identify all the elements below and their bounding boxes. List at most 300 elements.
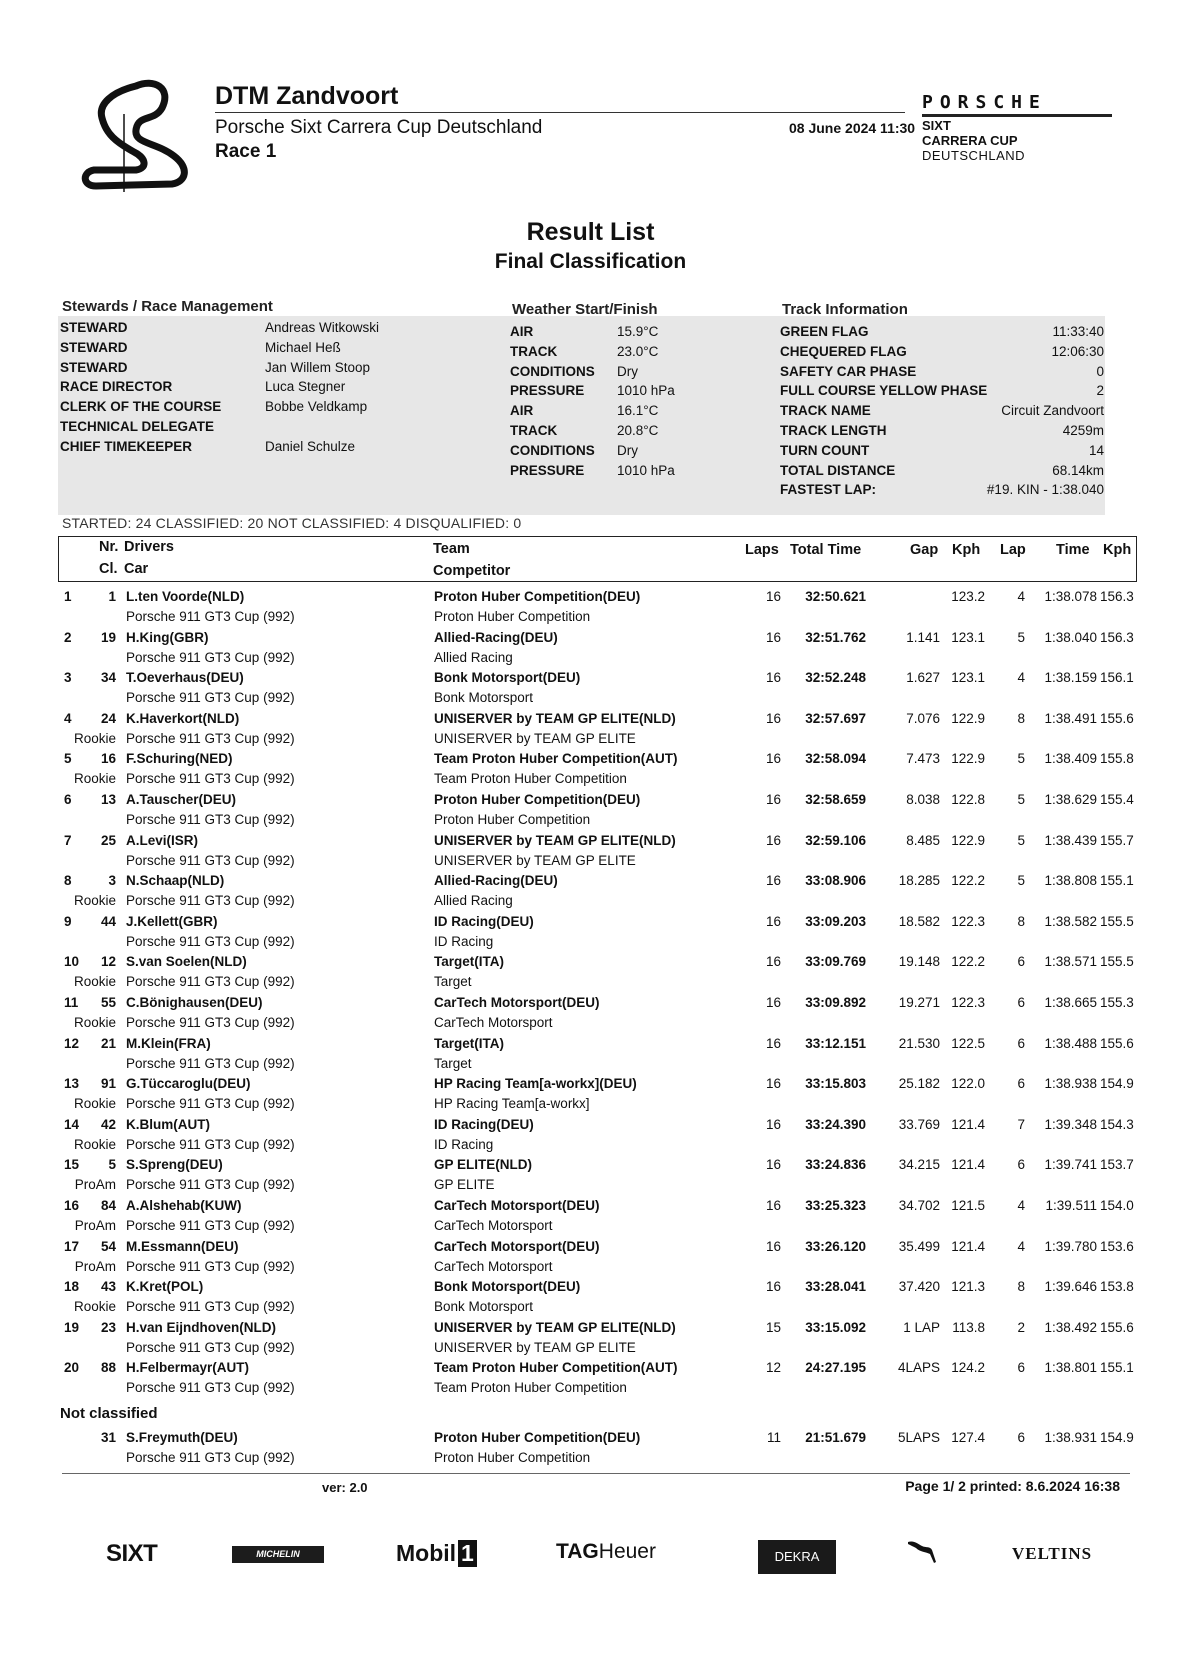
best-lap-number: 6 [1017,995,1025,1010]
car-number: 34 [100,670,116,686]
car-model: Porsche 911 GT3 Cup (992) [126,1055,295,1071]
heuer-text: Heuer [598,1540,656,1563]
gap: 35.499 [898,1238,940,1254]
dekra-logo: DEKRA [758,1540,836,1574]
team-name: Bonk Motorsport(DEU) [434,1279,581,1295]
driver-name: M.Klein(FRA) [126,1035,211,1051]
car-model: Porsche 911 GT3 Cup (992) [126,1096,295,1112]
weather-value: Dry [617,442,638,458]
team-name: Target(ITA) [434,1035,504,1051]
best-lap-kph: 154.3 [1100,1116,1134,1132]
best-lap-time: 1:39.741 [1044,1157,1097,1173]
weather-label: CONDITIONS [510,363,595,379]
competitor-name: HP Racing Team[a-workx] [434,1096,590,1112]
car-number: 44 [100,913,116,929]
average-kph: 123.1 [951,629,985,645]
best-lap-kph: 156.3 [1100,589,1134,604]
best-lap-number: 5 [1017,873,1025,889]
col-car: Car [124,561,149,577]
laps: 11 [766,1430,781,1445]
team-name: HP Racing Team[a-workx](DEU) [434,1076,637,1092]
weather-value: 20.8°C [617,423,659,438]
gap: 18.582 [898,913,940,929]
driver-class: Rookie [73,1096,116,1112]
competitor-name: GP ELITE [434,1177,495,1193]
car-model: Porsche 911 GT3 Cup (992) [126,649,295,665]
steward-value: Michael Heß [265,339,341,355]
competitor-name: CarTech Motorsport [434,1015,553,1030]
team-name: Team Proton Huber Competition(AUT) [434,1360,678,1376]
col-kph: Kph [952,542,981,558]
driver-name: F.Schuring(NED) [126,751,233,767]
best-lap-time: 1:38.665 [1044,995,1097,1010]
best-lap-time: 1:38.629 [1044,792,1097,807]
car-model: Porsche 911 GT3 Cup (992) [126,1177,295,1193]
position: 19 [64,1319,80,1335]
car-number: 43 [100,1279,116,1295]
mobil-text: Mobil [396,1540,457,1566]
car-number: 21 [100,1035,116,1051]
gap: 21.530 [898,1035,940,1051]
competitor-name: Bonk Motorsport [434,690,534,706]
total-time: 33:09.203 [805,913,866,929]
steward-value: Bobbe Veldkamp [265,399,368,415]
best-lap-kph: 155.3 [1100,995,1134,1010]
best-lap-number: 8 [1017,710,1025,726]
laps: 16 [765,589,781,604]
best-lap-number: 6 [1017,954,1025,970]
driver-name: S.Freymuth(DEU) [126,1430,238,1445]
competitor-name: Bonk Motorsport [434,1299,534,1315]
weather-label: CONDITIONS [510,442,595,458]
team-name: Target(ITA) [434,954,504,970]
driver-name: A.Tauscher(DEU) [126,792,237,807]
team-name: UNISERVER by TEAM GP ELITE(NLD) [434,1319,676,1335]
classification-summary: STARTED: 24 CLASSIFIED: 20 NOT CLASSIFIED: 4 DISQUALIFIED: 0 [62,515,522,531]
total-time: 33:09.769 [805,954,866,970]
best-lap-number: 6 [1017,1430,1025,1445]
car-model: Porsche 911 GT3 Cup (992) [126,1136,295,1152]
team-name: Bonk Motorsport(DEU) [434,670,581,686]
weather-label: PRESSURE [510,462,585,478]
best-lap-time: 1:38.159 [1044,670,1097,686]
gap: 19.271 [898,995,940,1010]
best-lap-number: 6 [1017,1035,1025,1051]
driver-name: L.ten Voorde(NLD) [126,589,245,604]
total-time: 33:12.151 [805,1035,866,1051]
best-lap-number: 5 [1017,792,1025,807]
best-lap-time: 1:38.931 [1044,1430,1097,1445]
car-model: Porsche 911 GT3 Cup (992) [126,812,295,827]
competitor-name: Proton Huber Competition [434,1450,591,1465]
best-lap-number: 5 [1017,629,1025,645]
position: 18 [64,1279,80,1295]
laps: 16 [765,1157,781,1173]
total-time: 32:58.659 [805,792,866,807]
car-model: Porsche 911 GT3 Cup (992) [126,893,295,909]
position: 7 [64,832,72,848]
driver-name: N.Schaap(NLD) [126,873,225,889]
steward-value: Jan Willem Stoop [265,359,371,375]
steward-label: CHIEF TIMEKEEPER [60,438,193,454]
car-number: 54 [100,1238,116,1254]
car-model: Porsche 911 GT3 Cup (992) [126,609,295,624]
gap: 25.182 [898,1076,940,1092]
laps: 15 [765,1319,781,1335]
team-name: Proton Huber Competition(DEU) [434,792,641,807]
car-number: 3 [108,873,116,889]
track-info-value: 0 [1096,363,1104,379]
porsche-logo: PORSCHE [922,92,1047,113]
col-cl: Cl. [99,561,118,577]
track-info-label: TRACK LENGTH [780,423,887,438]
col-gap: Gap [910,542,939,558]
competitor-name: Allied Racing [434,649,513,665]
driver-name: S.van Soelen(NLD) [126,954,247,970]
best-lap-number: 5 [1017,751,1025,767]
sixt-logo: SIXT [106,1540,158,1567]
mobil1-logo [396,1540,477,1567]
car-model: Porsche 911 GT3 Cup (992) [126,1450,295,1465]
col-time: Time [1056,542,1090,558]
weather-value: 1010 hPa [617,383,675,399]
col-competitor: Competitor [433,563,511,579]
best-lap-kph: 155.6 [1100,1035,1134,1051]
steward-label: STEWARD [60,339,128,355]
average-kph: 127.4 [951,1430,985,1445]
best-lap-kph: 155.7 [1100,832,1134,848]
track-info-value: 11:33:40 [1052,324,1104,339]
track-info-label: TRACK NAME [780,403,871,419]
weather-label: AIR [510,324,534,339]
track-info-value: 68.14km [1052,462,1104,478]
position: 20 [64,1360,80,1376]
car-number: 25 [100,832,116,848]
competitor-name: Proton Huber Competition [434,609,591,624]
best-lap-kph: 156.3 [1100,629,1134,645]
position: 1 [64,589,72,604]
total-time: 33:24.836 [805,1157,866,1173]
best-lap-kph: 156.1 [1100,670,1134,686]
race-name: Race 1 [215,141,277,162]
best-lap-kph: 155.6 [1100,710,1134,726]
car-model: Porsche 911 GT3 Cup (992) [126,1339,295,1355]
competitor-name: Allied Racing [434,893,513,909]
car-number: 42 [100,1116,116,1132]
best-lap-number: 5 [1017,832,1025,848]
driver-name: C.Bönighausen(DEU) [126,995,263,1010]
title-divider [215,112,905,113]
position: 14 [64,1116,80,1132]
best-lap-kph: 155.6 [1100,1319,1134,1335]
car-number: 24 [100,710,116,726]
competitor-name: Target [434,974,472,990]
average-kph: 122.2 [951,954,985,970]
gap: 1.141 [906,629,940,645]
gap: 19.148 [898,954,940,970]
position: 15 [64,1157,80,1173]
best-lap-time: 1:38.492 [1044,1319,1097,1335]
steward-value: Daniel Schulze [265,438,356,454]
position: 3 [64,670,72,686]
competitor-name: ID Racing [434,1136,494,1152]
track-info-label: CHEQUERED FLAG [780,343,907,359]
best-lap-time: 1:38.571 [1044,954,1097,970]
driver-class: ProAm [74,1258,116,1274]
gap: 5LAPS [897,1430,940,1445]
document-title: Result List [526,218,655,246]
best-lap-kph: 153.8 [1100,1279,1134,1295]
position: 10 [64,954,80,970]
driver-name: J.Kellett(GBR) [126,913,218,929]
best-lap-number: 6 [1017,1360,1025,1376]
driver-class: Rookie [73,974,116,990]
gap: 8.038 [906,792,940,807]
competitor-name: CarTech Motorsport [434,1218,553,1233]
best-lap-number: 8 [1017,913,1025,929]
driver-name: G.Tüccaroglu(DEU) [126,1076,251,1092]
mobil-one-badge: 1 [458,1540,477,1567]
team-name: GP ELITE(NLD) [434,1157,533,1173]
laps: 16 [765,670,781,686]
total-time: 32:52.248 [805,670,866,686]
tagheuer-logo [556,1540,656,1564]
best-lap-number: 8 [1017,1279,1025,1295]
position: 12 [64,1035,80,1051]
team-name: Team Proton Huber Competition(AUT) [434,751,678,767]
competitor-name: UNISERVER by TEAM GP ELITE [434,1339,636,1355]
col-laps: Laps [745,542,779,558]
best-lap-number: 6 [1017,1076,1025,1092]
total-time: 33:15.092 [805,1319,866,1335]
laps: 16 [765,995,781,1010]
driver-class: Rookie [73,730,116,746]
total-time: 33:26.120 [805,1238,866,1254]
laps: 16 [765,751,781,767]
stewards-heading: Stewards / Race Management [62,298,273,315]
car-model: Porsche 911 GT3 Cup (992) [126,852,295,868]
laps: 16 [765,1076,781,1092]
car-model: Porsche 911 GT3 Cup (992) [126,974,295,990]
car-number: 13 [100,792,116,807]
best-lap-time: 1:38.938 [1044,1076,1097,1092]
porsche-logo-rule [922,114,1112,117]
best-lap-number: 4 [1017,1238,1025,1254]
car-number: 55 [100,995,116,1010]
laps: 16 [765,792,781,807]
total-time: 32:51.762 [805,629,866,645]
best-lap-time: 1:38.488 [1044,1035,1097,1051]
competitor-name: ID Racing [434,933,494,949]
track-info-label: FASTEST LAP: [780,482,877,498]
gap: 37.420 [898,1279,940,1295]
col-drivers: Drivers [124,539,174,555]
laps: 16 [765,832,781,848]
laps: 16 [765,629,781,645]
average-kph: 121.4 [951,1238,985,1254]
team-name: Allied-Racing(DEU) [434,873,558,889]
best-lap-time: 1:39.348 [1044,1116,1097,1132]
average-kph: 113.8 [952,1319,985,1335]
laps: 16 [765,1198,781,1213]
car-number: 19 [100,629,116,645]
average-kph: 122.8 [951,792,985,807]
best-lap-time: 1:39.780 [1044,1238,1097,1254]
best-lap-time: 1:39.646 [1044,1279,1097,1295]
competitor-name: UNISERVER by TEAM GP ELITE [434,852,636,868]
best-lap-time: 1:38.040 [1044,629,1097,645]
track-info-value: #19. KIN - 1:38.040 [986,482,1104,498]
track-info-label: TURN COUNT [780,442,870,458]
gap: 7.473 [906,751,940,767]
steward-value: Andreas Witkowski [265,320,380,335]
car-number: 23 [100,1319,116,1335]
best-lap-kph: 155.1 [1100,1360,1134,1376]
laps: 16 [765,1116,781,1132]
position: 5 [64,751,72,767]
driver-class: Rookie [73,1015,116,1030]
competitor-name: CarTech Motorsport [434,1258,553,1274]
total-time: 33:09.892 [805,995,866,1010]
col-lap: Lap [1000,542,1026,558]
driver-class: ProAm [74,1177,116,1193]
track-info-value: Circuit Zandvoort [1001,403,1104,419]
best-lap-time: 1:38.439 [1044,832,1097,848]
track-heading: Track Information [782,301,908,318]
position: 9 [64,913,72,929]
gap: 34.215 [898,1157,940,1173]
car-number: 1 [108,589,116,604]
weather-value: 16.1°C [617,403,659,419]
results-table-header [58,536,1137,582]
steward-label: CLERK OF THE COURSE [60,399,222,415]
track-info-value: 2 [1096,383,1104,399]
competitor-name: Proton Huber Competition [434,812,591,827]
best-lap-kph: 155.1 [1100,873,1134,889]
weather-value: 1010 hPa [617,462,675,478]
best-lap-time: 1:38.078 [1044,589,1097,604]
gap: 7.076 [906,710,940,726]
track-info-label: FULL COURSE YELLOW PHASE [780,383,988,399]
team-name: Proton Huber Competition(DEU) [434,589,641,604]
total-time: 21:51.679 [805,1430,866,1445]
team-name: ID Racing(DEU) [434,1116,534,1132]
car-number: 5 [108,1157,116,1173]
average-kph: 122.9 [951,751,985,767]
best-lap-kph: 153.7 [1100,1157,1134,1173]
average-kph: 122.3 [951,995,985,1010]
best-lap-number: 6 [1017,1157,1025,1173]
average-kph: 121.3 [951,1279,985,1295]
competitor-name: UNISERVER by TEAM GP ELITE [434,730,636,746]
best-lap-kph: 153.6 [1100,1238,1134,1254]
best-lap-kph: 154.9 [1100,1430,1134,1445]
competitor-name: Target [434,1055,472,1071]
position: 11 [64,995,79,1010]
average-kph: 123.2 [951,589,985,604]
gap: 4LAPS [897,1360,940,1376]
car-model: Porsche 911 GT3 Cup (992) [126,933,295,949]
car-model: Porsche 911 GT3 Cup (992) [126,1015,295,1030]
average-kph: 121.5 [951,1198,985,1213]
competitor-name: Team Proton Huber Competition [434,771,627,787]
team-name: CarTech Motorsport(DEU) [434,1198,600,1213]
position: 4 [64,710,72,726]
steward-value: Luca Stegner [265,379,346,395]
track-info-label: SAFETY CAR PHASE [780,363,917,379]
gap: 1.627 [906,670,940,686]
total-time: 32:59.106 [805,832,866,848]
gap: 8.485 [906,832,940,848]
average-kph: 122.0 [951,1076,985,1092]
steward-label: RACE DIRECTOR [60,379,173,395]
driver-name: A.Levi(ISR) [126,832,199,848]
driver-name: H.King(GBR) [126,629,209,645]
steward-label: STEWARD [60,359,128,375]
position: 2 [64,629,72,645]
driver-name: K.Kret(POL) [126,1279,204,1295]
car-model: Porsche 911 GT3 Cup (992) [126,771,295,787]
competitor-name: Team Proton Huber Competition [434,1380,627,1396]
series-name: Porsche Sixt Carrera Cup Deutschland [215,117,543,138]
footer-divider [62,1473,1130,1474]
gap: 18.285 [898,873,940,889]
driver-name: K.Blum(AUT) [126,1116,210,1132]
car-model: Porsche 911 GT3 Cup (992) [126,690,295,706]
best-lap-number: 2 [1017,1319,1025,1335]
total-time: 32:58.094 [805,751,866,767]
weather-label: AIR [510,403,534,419]
col-team: Team [433,541,470,557]
col-nr: Nr. [99,539,119,555]
driver-name: M.Essmann(DEU) [126,1238,239,1254]
gap: 33.769 [898,1116,940,1132]
driver-class: Rookie [73,771,116,787]
team-name: CarTech Motorsport(DEU) [434,995,600,1010]
team-name: Allied-Racing(DEU) [434,629,558,645]
average-kph: 121.4 [951,1116,985,1132]
driver-class: Rookie [73,1136,116,1152]
car-number: 16 [100,751,116,767]
car-model: Porsche 911 GT3 Cup (992) [126,730,295,746]
team-name: UNISERVER by TEAM GP ELITE(NLD) [434,710,676,726]
puma-logo-icon [906,1536,940,1566]
car-number: 91 [100,1076,116,1092]
average-kph: 121.4 [951,1157,985,1173]
best-lap-time: 1:38.491 [1044,710,1097,726]
best-lap-kph: 154.0 [1100,1198,1134,1213]
team-name: CarTech Motorsport(DEU) [434,1238,600,1254]
best-lap-time: 1:38.808 [1044,873,1097,889]
laps: 16 [765,1035,781,1051]
best-lap-number: 4 [1017,670,1025,686]
col-total-time: Total Time [790,542,862,558]
total-time: 33:28.041 [805,1279,866,1295]
event-title: DTM Zandvoort [215,82,399,110]
steward-label: STEWARD [60,320,128,335]
best-lap-time: 1:38.409 [1044,751,1097,767]
position: 17 [64,1238,80,1254]
driver-name: H.van Eijndhoven(NLD) [126,1319,277,1335]
col-kph-best: Kph [1103,542,1132,558]
cup-logo-line-2: CARRERA CUP [922,133,1018,148]
race-datetime: 08 June 2024 11:30 [789,120,916,136]
weather-label: TRACK [510,343,558,359]
car-model: Porsche 911 GT3 Cup (992) [126,1258,295,1274]
best-lap-number: 7 [1017,1116,1025,1132]
weather-label: TRACK [510,423,558,438]
tag-text: TAG [556,1540,599,1563]
